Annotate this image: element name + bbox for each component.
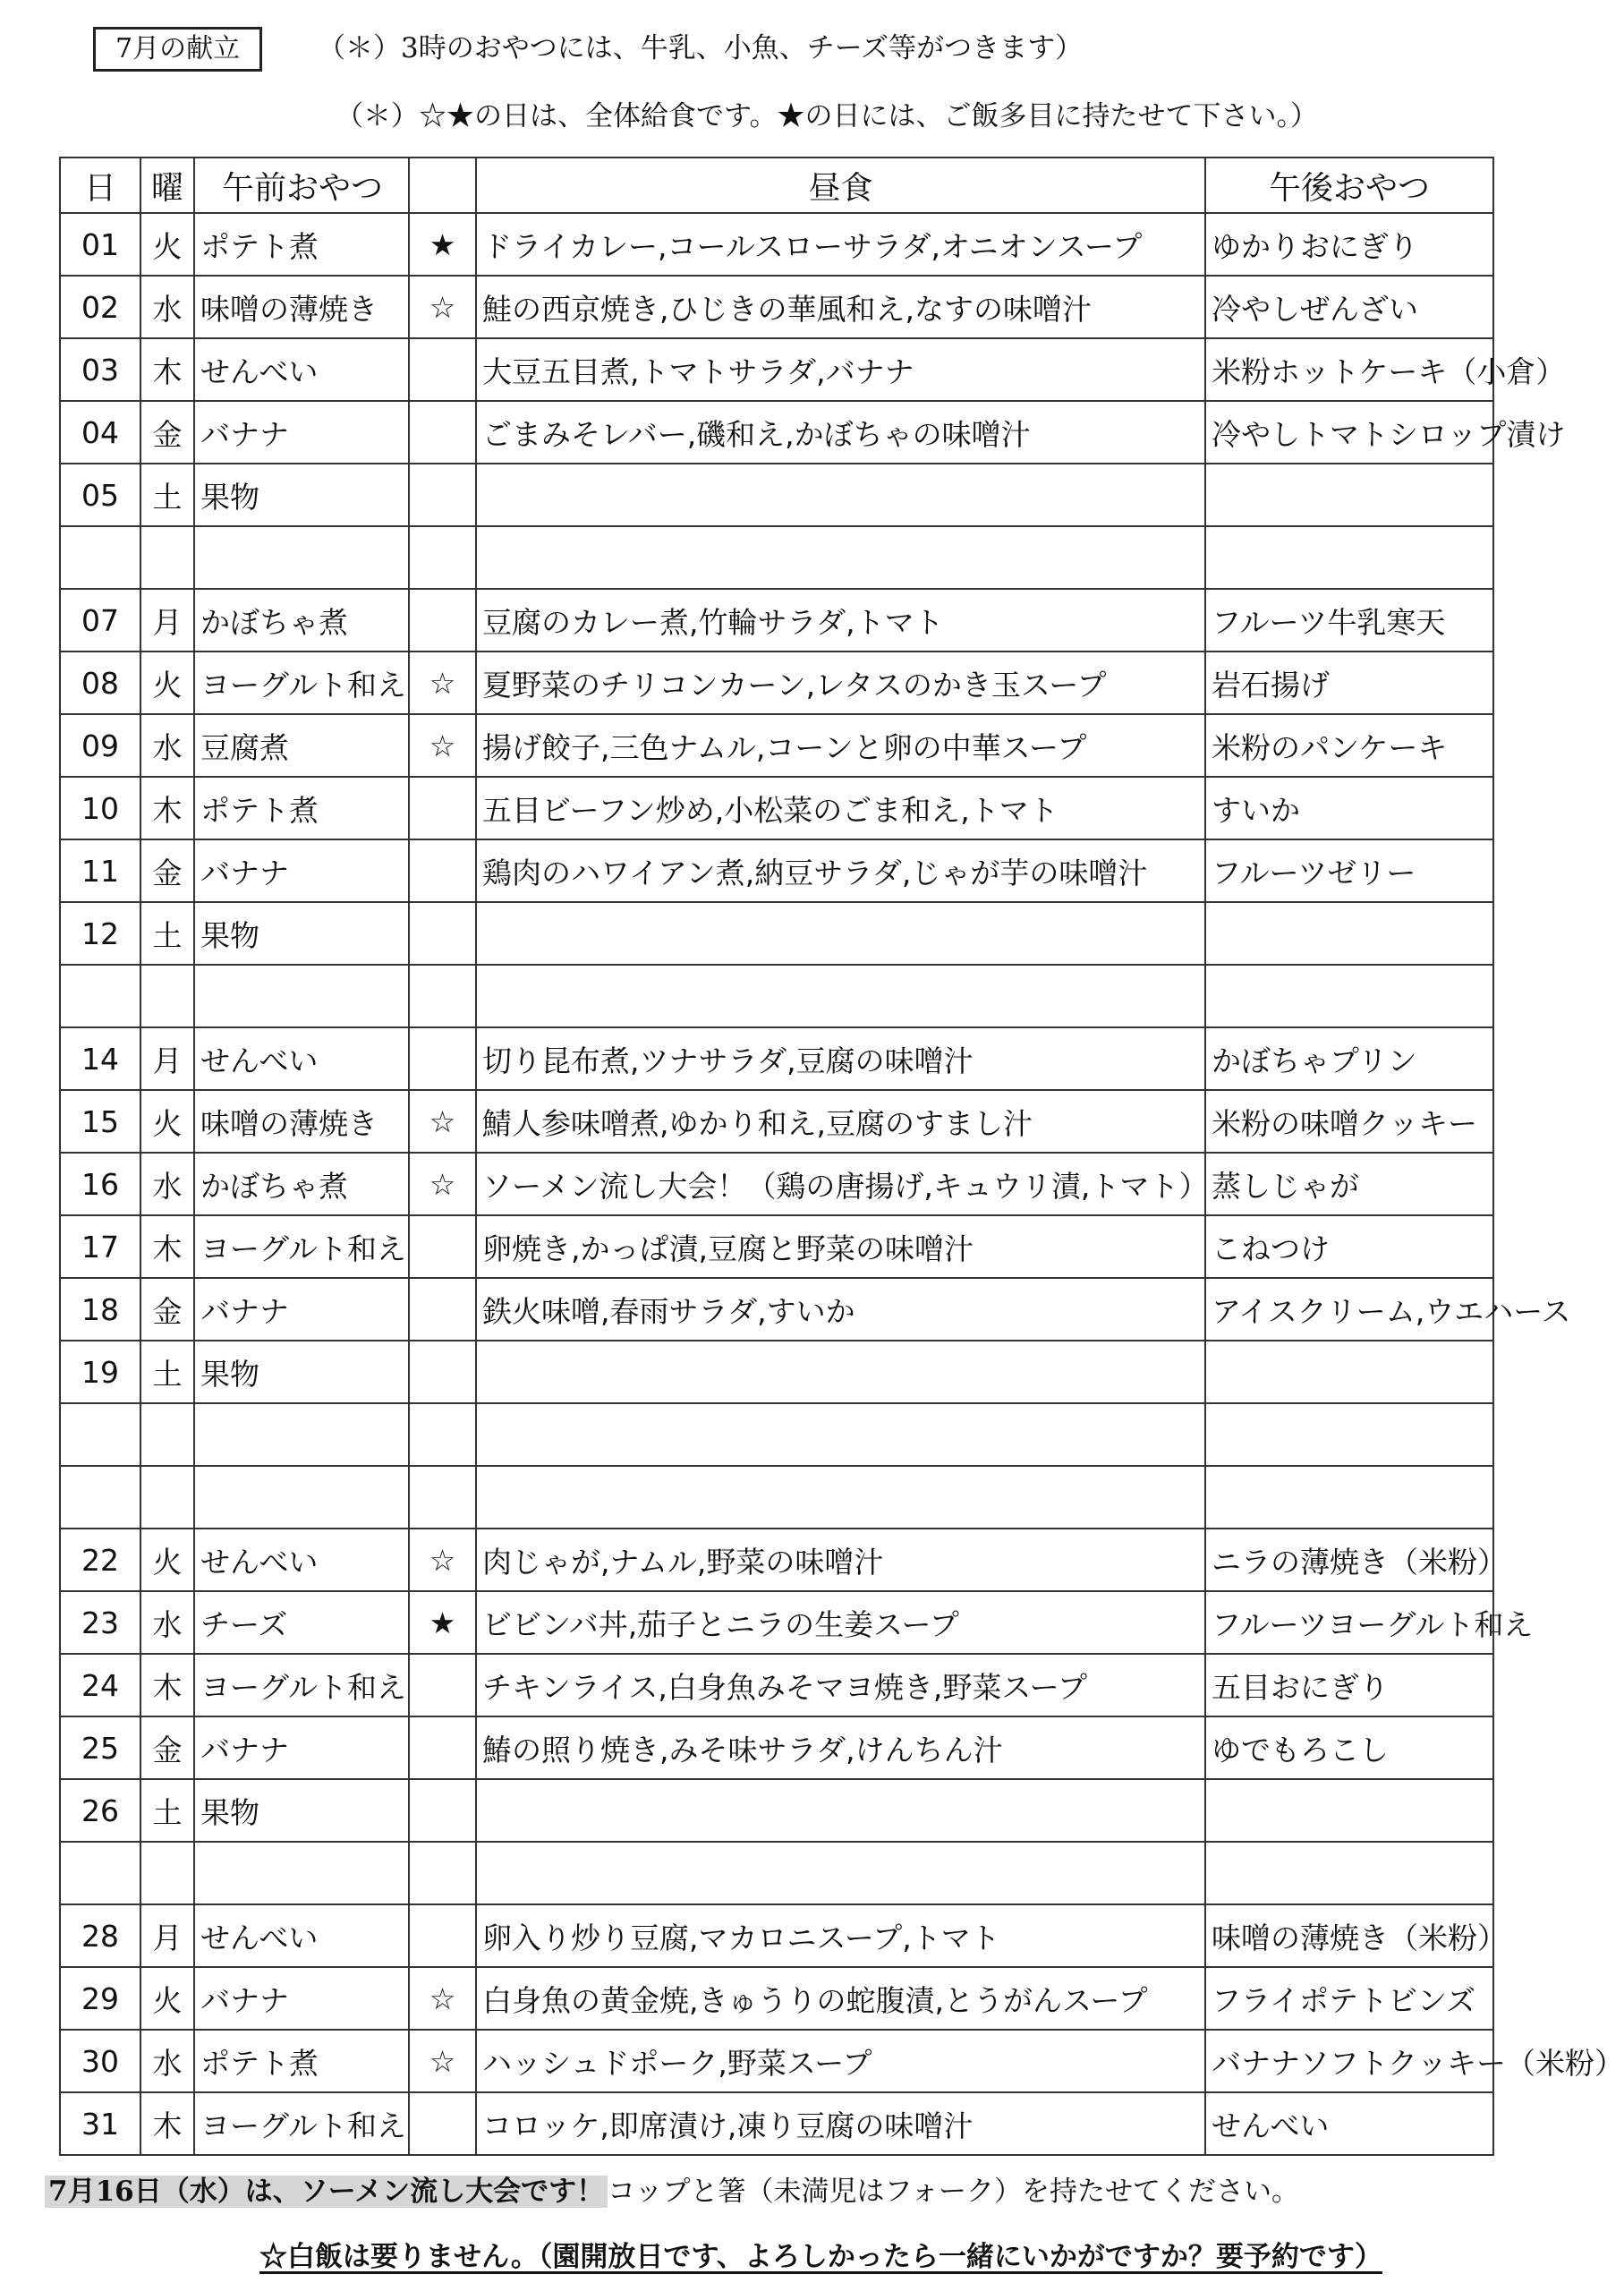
cell-wd: 月 — [140, 1904, 194, 1967]
cell-day: 30 — [60, 2030, 140, 2092]
cell-pm — [1205, 1403, 1493, 1466]
cell-pm: せんべい — [1205, 2092, 1493, 2155]
cell-pm: アイスクリーム,ウエハース — [1205, 1278, 1493, 1341]
cell-mark — [409, 1215, 476, 1278]
table-row — [60, 1529, 1493, 1591]
cell-wd: 火 — [140, 213, 194, 276]
cell-mark: ☆ — [409, 1153, 476, 1215]
cell-wd: 木 — [140, 2092, 194, 2155]
cell-wd: 月 — [140, 589, 194, 652]
cell-lunch — [476, 1341, 1205, 1403]
cell-day — [60, 1466, 140, 1529]
cell-pm — [1205, 902, 1493, 965]
cell-mark — [409, 777, 476, 839]
cell-day: 04 — [60, 401, 140, 464]
cell-lunch: 五目ビーフン炒め,小松菜のごま和え,トマト — [476, 777, 1205, 839]
note-lunch-info: （＊）☆★の日は、全体給食です。★の日には、ご飯多目に持たせて下さい。） — [336, 100, 1319, 132]
cell-lunch: 揚げ餃子,三色ナムル,コーンと卵の中華スープ — [476, 714, 1205, 777]
cell-day: 01 — [60, 213, 140, 276]
cell-lunch: 卵入り炒り豆腐,マカロニスープ,トマト — [476, 1904, 1205, 1967]
cell-wd: 土 — [140, 464, 194, 526]
cell-lunch: 鰆の照り焼き,みそ味サラダ,けんちん汁 — [476, 1716, 1205, 1779]
cell-lunch: コロッケ,即席漬け,凍り豆腐の味噌汁 — [476, 2092, 1205, 2155]
cell-lunch — [476, 902, 1205, 965]
cell-am: ヨーグルト和え — [194, 1654, 409, 1716]
cell-am: バナナ — [194, 839, 409, 902]
cell-pm: 冷やしぜんざい — [1205, 276, 1493, 338]
cell-mark — [409, 1403, 476, 1466]
cell-mark — [409, 401, 476, 464]
page-title: 7月の献立 — [93, 27, 262, 72]
cell-day: 28 — [60, 1904, 140, 1967]
cell-day: 05 — [60, 464, 140, 526]
table-row — [60, 1842, 1493, 1904]
cell-lunch: 大豆五目煮,トマトサラダ,バナナ — [476, 338, 1205, 401]
table-row — [60, 1967, 1493, 2030]
cell-lunch — [476, 1466, 1205, 1529]
cell-mark — [409, 1466, 476, 1529]
cell-am: 豆腐煮 — [194, 714, 409, 777]
cell-pm: かぼちゃプリン — [1205, 1027, 1493, 1090]
cell-mark — [409, 839, 476, 902]
cell-mark: ★ — [409, 213, 476, 276]
cell-wd: 月 — [140, 1027, 194, 1090]
cell-day — [60, 1403, 140, 1466]
cell-lunch — [476, 1403, 1205, 1466]
cell-mark — [409, 338, 476, 401]
cell-mark: ☆ — [409, 1529, 476, 1591]
header-weekday: 曜 — [140, 158, 194, 213]
cell-pm — [1205, 1341, 1493, 1403]
cell-wd: 火 — [140, 1529, 194, 1591]
table-row — [60, 338, 1493, 401]
cell-am: 味噌の薄焼き — [194, 1090, 409, 1153]
cell-am: ヨーグルト和え — [194, 652, 409, 714]
table-row — [60, 1341, 1493, 1403]
header-afternoon-snack: 午後おやつ — [1205, 158, 1493, 213]
cell-wd: 木 — [140, 1654, 194, 1716]
footer-rest: コップと箸（未満児はフォーク）を持たせてください。 — [608, 2176, 1299, 2208]
cell-wd — [140, 1466, 194, 1529]
cell-mark — [409, 589, 476, 652]
cell-lunch — [476, 965, 1205, 1027]
cell-lunch: ドライカレー,コールスローサラダ,オニオンスープ — [476, 213, 1205, 276]
cell-day: 12 — [60, 902, 140, 965]
cell-wd — [140, 526, 194, 589]
table-row — [60, 714, 1493, 777]
cell-pm: ゆかりおにぎり — [1205, 213, 1493, 276]
table-row — [60, 1027, 1493, 1090]
cell-wd: 金 — [140, 1278, 194, 1341]
cell-wd — [140, 1403, 194, 1466]
table-row — [60, 839, 1493, 902]
cell-mark — [409, 902, 476, 965]
cell-mark: ☆ — [409, 2030, 476, 2092]
cell-mark — [409, 1716, 476, 1779]
cell-mark — [409, 1341, 476, 1403]
cell-wd — [140, 1842, 194, 1904]
cell-am: 味噌の薄焼き — [194, 276, 409, 338]
cell-lunch — [476, 1842, 1205, 1904]
cell-lunch: 白身魚の黄金焼,きゅうりの蛇腹漬,とうがんスープ — [476, 1967, 1205, 2030]
cell-wd: 火 — [140, 1967, 194, 2030]
cell-lunch: 豆腐のカレー煮,竹輪サラダ,トマト — [476, 589, 1205, 652]
table-row — [60, 1278, 1493, 1341]
cell-day: 10 — [60, 777, 140, 839]
cell-pm — [1205, 1842, 1493, 1904]
table-row — [60, 401, 1493, 464]
cell-am: 果物 — [194, 464, 409, 526]
cell-pm — [1205, 1466, 1493, 1529]
table-row — [60, 1654, 1493, 1716]
table-row — [60, 213, 1493, 276]
cell-pm: 五目おにぎり — [1205, 1654, 1493, 1716]
table-row — [60, 1779, 1493, 1842]
cell-day: 07 — [60, 589, 140, 652]
cell-am: バナナ — [194, 401, 409, 464]
header-mark — [409, 158, 476, 213]
cell-am — [194, 1403, 409, 1466]
cell-lunch: 肉じゃが,ナムル,野菜の味噌汁 — [476, 1529, 1205, 1591]
cell-wd: 木 — [140, 1215, 194, 1278]
cell-mark — [409, 2092, 476, 2155]
cell-pm: バナナソフトクッキー（米粉） — [1205, 2030, 1493, 2092]
cell-am: ヨーグルト和え — [194, 1215, 409, 1278]
cell-wd: 金 — [140, 1716, 194, 1779]
cell-lunch: 鶏肉のハワイアン煮,納豆サラダ,じゃが芋の味噌汁 — [476, 839, 1205, 902]
cell-day: 09 — [60, 714, 140, 777]
cell-lunch: 鯖人参味噌煮,ゆかり和え,豆腐のすまし汁 — [476, 1090, 1205, 1153]
cell-am — [194, 526, 409, 589]
cell-pm: 蒸しじゃが — [1205, 1153, 1493, 1215]
cell-pm: こねつけ — [1205, 1215, 1493, 1278]
note-snack-info: （＊）3時のおやつには、牛乳、小魚、チーズ等がつきます） — [318, 32, 1084, 64]
cell-wd: 火 — [140, 1090, 194, 1153]
cell-wd: 土 — [140, 1341, 194, 1403]
cell-pm — [1205, 965, 1493, 1027]
cell-am — [194, 1466, 409, 1529]
cell-am: 果物 — [194, 1341, 409, 1403]
table-row — [60, 276, 1493, 338]
cell-lunch: 切り昆布煮,ツナサラダ,豆腐の味噌汁 — [476, 1027, 1205, 1090]
cell-day: 31 — [60, 2092, 140, 2155]
cell-am: 果物 — [194, 902, 409, 965]
cell-am — [194, 965, 409, 1027]
cell-day: 15 — [60, 1090, 140, 1153]
cell-day: 25 — [60, 1716, 140, 1779]
header-lunch: 昼食 — [476, 158, 1205, 213]
cell-am: バナナ — [194, 1967, 409, 2030]
cell-pm — [1205, 1779, 1493, 1842]
cell-am: ポテト煮 — [194, 777, 409, 839]
cell-mark: ☆ — [409, 276, 476, 338]
cell-day: 19 — [60, 1341, 140, 1403]
cell-pm — [1205, 526, 1493, 589]
cell-pm: 岩石揚げ — [1205, 652, 1493, 714]
cell-am: せんべい — [194, 1904, 409, 1967]
cell-day: 03 — [60, 338, 140, 401]
cell-day — [60, 1842, 140, 1904]
cell-pm — [1205, 464, 1493, 526]
cell-day: 08 — [60, 652, 140, 714]
table-row — [60, 1403, 1493, 1466]
table-row — [60, 589, 1493, 652]
table-row — [60, 902, 1493, 965]
cell-lunch: チキンライス,白身魚みそマヨ焼き,野菜スープ — [476, 1654, 1205, 1716]
cell-lunch: 鮭の西京焼き,ひじきの華風和え,なすの味噌汁 — [476, 276, 1205, 338]
cell-wd: 水 — [140, 2030, 194, 2092]
header-morning-snack: 午前おやつ — [194, 158, 409, 213]
cell-am: せんべい — [194, 338, 409, 401]
footer-highlight: 7月16日（水）は、ソーメン流し大会です！ — [45, 2176, 608, 2208]
cell-day: 16 — [60, 1153, 140, 1215]
cell-pm: フライポテトビンズ — [1205, 1967, 1493, 2030]
cell-wd: 水 — [140, 1591, 194, 1654]
cell-lunch — [476, 464, 1205, 526]
menu-body — [60, 213, 1624, 2155]
cell-mark — [409, 1904, 476, 1967]
cell-day: 14 — [60, 1027, 140, 1090]
header-day: 日 — [60, 158, 140, 213]
cell-lunch: ハッシュドポーク,野菜スープ — [476, 2030, 1205, 2092]
table-row — [60, 965, 1493, 1027]
cell-lunch: 夏野菜のチリコンカーン,レタスのかき玉スープ — [476, 652, 1205, 714]
cell-mark — [409, 464, 476, 526]
cell-wd — [140, 965, 194, 1027]
cell-mark: ☆ — [409, 652, 476, 714]
table-row — [60, 1090, 1493, 1153]
cell-mark — [409, 526, 476, 589]
cell-wd: 水 — [140, 714, 194, 777]
cell-lunch: 鉄火味噌,春雨サラダ,すいか — [476, 1278, 1205, 1341]
cell-day: 23 — [60, 1591, 140, 1654]
footer-note-rice: ☆白飯は要りません。（園開放日です、よろしかったら一緒にいかがですか？要予約です） — [259, 2241, 1382, 2273]
cell-am: かぼちゃ煮 — [194, 1153, 409, 1215]
cell-mark: ☆ — [409, 1967, 476, 2030]
cell-mark — [409, 1654, 476, 1716]
cell-mark — [409, 1842, 476, 1904]
cell-wd: 水 — [140, 276, 194, 338]
cell-am — [194, 1842, 409, 1904]
cell-pm: ニラの薄焼き（米粉） — [1205, 1529, 1493, 1591]
cell-am: せんべい — [194, 1027, 409, 1090]
cell-pm: すいか — [1205, 777, 1493, 839]
cell-day: 02 — [60, 276, 140, 338]
cell-mark: ★ — [409, 1591, 476, 1654]
cell-am: かぼちゃ煮 — [194, 589, 409, 652]
cell-mark: ☆ — [409, 714, 476, 777]
cell-day: 24 — [60, 1654, 140, 1716]
cell-am: バナナ — [194, 1278, 409, 1341]
cell-am: ポテト煮 — [194, 2030, 409, 2092]
table-row — [60, 777, 1493, 839]
cell-lunch — [476, 526, 1205, 589]
cell-pm: 米粉ホットケーキ（小倉） — [1205, 338, 1493, 401]
cell-am: ポテト煮 — [194, 213, 409, 276]
header-row — [60, 158, 1493, 213]
table-row — [60, 2092, 1493, 2155]
cell-lunch: ソーメン流し大会！（鶏の唐揚げ,キュウリ漬,トマト） — [476, 1153, 1205, 1215]
cell-mark — [409, 1027, 476, 1090]
footer-notice — [45, 2172, 1299, 2211]
cell-pm: 冷やしトマトシロップ漬け — [1205, 401, 1493, 464]
cell-am: チーズ — [194, 1591, 409, 1654]
cell-wd: 金 — [140, 839, 194, 902]
cell-day — [60, 526, 140, 589]
table-row — [60, 1215, 1493, 1278]
table-row — [60, 526, 1493, 589]
cell-day: 18 — [60, 1278, 140, 1341]
cell-mark — [409, 1779, 476, 1842]
cell-day: 17 — [60, 1215, 140, 1278]
table-row — [60, 1904, 1493, 1967]
cell-am: せんべい — [194, 1529, 409, 1591]
table-row — [60, 464, 1493, 526]
cell-wd: 金 — [140, 401, 194, 464]
cell-mark — [409, 1278, 476, 1341]
cell-am: ヨーグルト和え — [194, 2092, 409, 2155]
cell-pm: ゆでもろこし — [1205, 1716, 1493, 1779]
cell-day: 29 — [60, 1967, 140, 2030]
cell-lunch: ごまみそレバー,磯和え,かぼちゃの味噌汁 — [476, 401, 1205, 464]
cell-lunch — [476, 1779, 1205, 1842]
cell-pm: 米粉のパンケーキ — [1205, 714, 1493, 777]
cell-day: 22 — [60, 1529, 140, 1591]
cell-pm: 味噌の薄焼き（米粉） — [1205, 1904, 1493, 1967]
cell-mark — [409, 965, 476, 1027]
cell-mark: ☆ — [409, 1090, 476, 1153]
cell-day: 11 — [60, 839, 140, 902]
table-row — [60, 2030, 1493, 2092]
table-row — [60, 1716, 1493, 1779]
cell-lunch: ビビンバ丼,茄子とニラの生姜スープ — [476, 1591, 1205, 1654]
table-row — [60, 1466, 1493, 1529]
cell-am: 果物 — [194, 1779, 409, 1842]
cell-wd: 水 — [140, 1153, 194, 1215]
table-row — [60, 1591, 1493, 1654]
cell-wd: 土 — [140, 902, 194, 965]
table-row — [60, 1153, 1493, 1215]
cell-wd: 木 — [140, 777, 194, 839]
cell-pm: フルーツゼリー — [1205, 839, 1493, 902]
menu-table — [59, 157, 1624, 2156]
cell-pm: 米粉の味噌クッキー — [1205, 1090, 1493, 1153]
cell-pm: フルーツ牛乳寒天 — [1205, 589, 1493, 652]
cell-pm: フルーツヨーグルト和え — [1205, 1591, 1493, 1654]
cell-am: バナナ — [194, 1716, 409, 1779]
cell-wd: 土 — [140, 1779, 194, 1842]
cell-wd: 火 — [140, 652, 194, 714]
cell-day — [60, 965, 140, 1027]
cell-lunch: 卵焼き,かっぱ漬,豆腐と野菜の味噌汁 — [476, 1215, 1205, 1278]
table-row — [60, 652, 1493, 714]
cell-wd: 木 — [140, 338, 194, 401]
cell-day: 26 — [60, 1779, 140, 1842]
